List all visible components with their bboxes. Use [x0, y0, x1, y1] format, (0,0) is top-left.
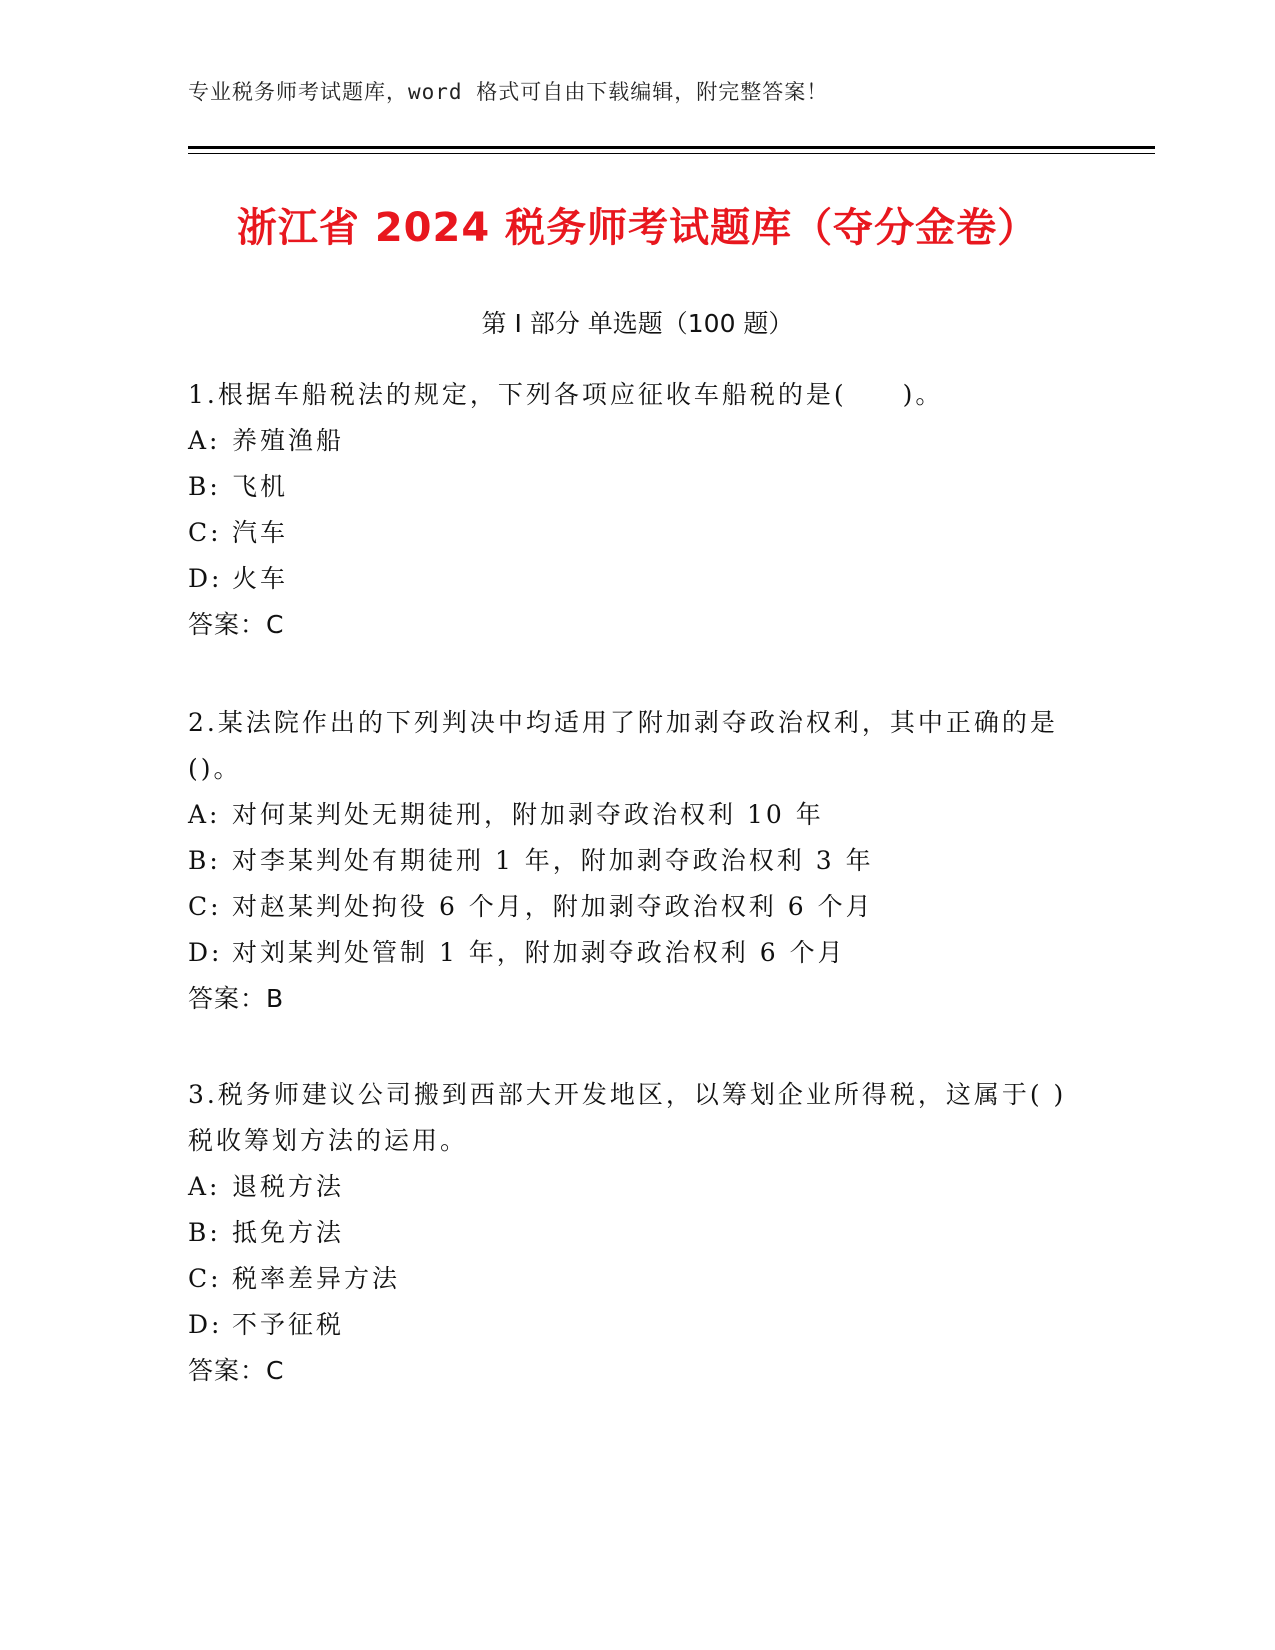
header-rule-thick	[188, 146, 1155, 149]
option-letter: A:	[188, 426, 221, 455]
answer: 答案：C	[188, 1356, 285, 1385]
option-letter: B:	[188, 846, 221, 875]
option-text: 养殖渔船	[232, 426, 345, 455]
option-text: 对赵某判处拘役 6 个月，附加剥夺政治权利 6 个月	[232, 892, 874, 921]
question-stem: 3.税务师建议公司搬到西部大开发地区，以筹划企业所得税，这属于( )税收筹划方法的运用。	[188, 1080, 1067, 1155]
option-a	[188, 792, 1088, 838]
answer: 答案：C	[188, 610, 285, 639]
question-1	[188, 372, 1088, 648]
document-title: 浙江省 2024 税务师考试题库（夺分金卷）	[236, 205, 1039, 251]
option-d	[188, 1302, 1088, 1348]
option-letter: C:	[188, 892, 222, 921]
question-3	[188, 1072, 1088, 1394]
question-stem: 1.根据车船税法的规定，下列各项应征收车船税的是( )。	[188, 380, 944, 409]
header-rule-thin	[188, 153, 1155, 154]
option-c	[188, 510, 1088, 556]
option-text: 对何某判处无期徒刑，附加剥夺政治权利 10 年	[232, 800, 824, 829]
option-letter: A:	[188, 800, 221, 829]
option-a	[188, 1164, 1088, 1210]
option-text: 不予征税	[232, 1310, 345, 1339]
option-text: 对李某判处有期徒刑 1 年，附加剥夺政治权利 3 年	[232, 846, 874, 875]
option-letter: C:	[188, 1264, 222, 1293]
question-2	[188, 700, 1088, 1022]
option-text: 抵免方法	[232, 1218, 345, 1247]
option-d	[188, 930, 1088, 976]
option-letter: D:	[188, 1310, 223, 1339]
option-letter: C:	[188, 518, 222, 547]
option-text: 火车	[232, 564, 289, 593]
option-text: 退税方法	[232, 1172, 345, 1201]
header-note: 专业税务师考试题库，word 格式可自由下载编辑，附完整答案！	[188, 80, 829, 104]
option-d	[188, 556, 1088, 602]
option-letter: B:	[188, 1218, 221, 1247]
option-letter: B:	[188, 472, 221, 501]
option-letter: D:	[188, 564, 223, 593]
option-b	[188, 1210, 1088, 1256]
option-text: 汽车	[232, 518, 289, 547]
option-a	[188, 418, 1088, 464]
option-text: 税率差异方法	[232, 1264, 401, 1293]
option-letter: A:	[188, 1172, 221, 1201]
option-b	[188, 464, 1088, 510]
option-text: 飞机	[232, 472, 289, 501]
answer: 答案：B	[188, 984, 285, 1013]
section-title: 第 I 部分 单选题（100 题）	[481, 309, 794, 338]
option-b	[188, 838, 1088, 884]
option-letter: D:	[188, 938, 223, 967]
option-text: 对刘某判处管制 1 年，附加剥夺政治权利 6 个月	[232, 938, 846, 967]
option-c	[188, 884, 1088, 930]
option-c	[188, 1256, 1088, 1302]
question-stem: 2.某法院作出的下列判决中均适用了附加剥夺政治权利，其中正确的是()。	[188, 708, 1058, 783]
